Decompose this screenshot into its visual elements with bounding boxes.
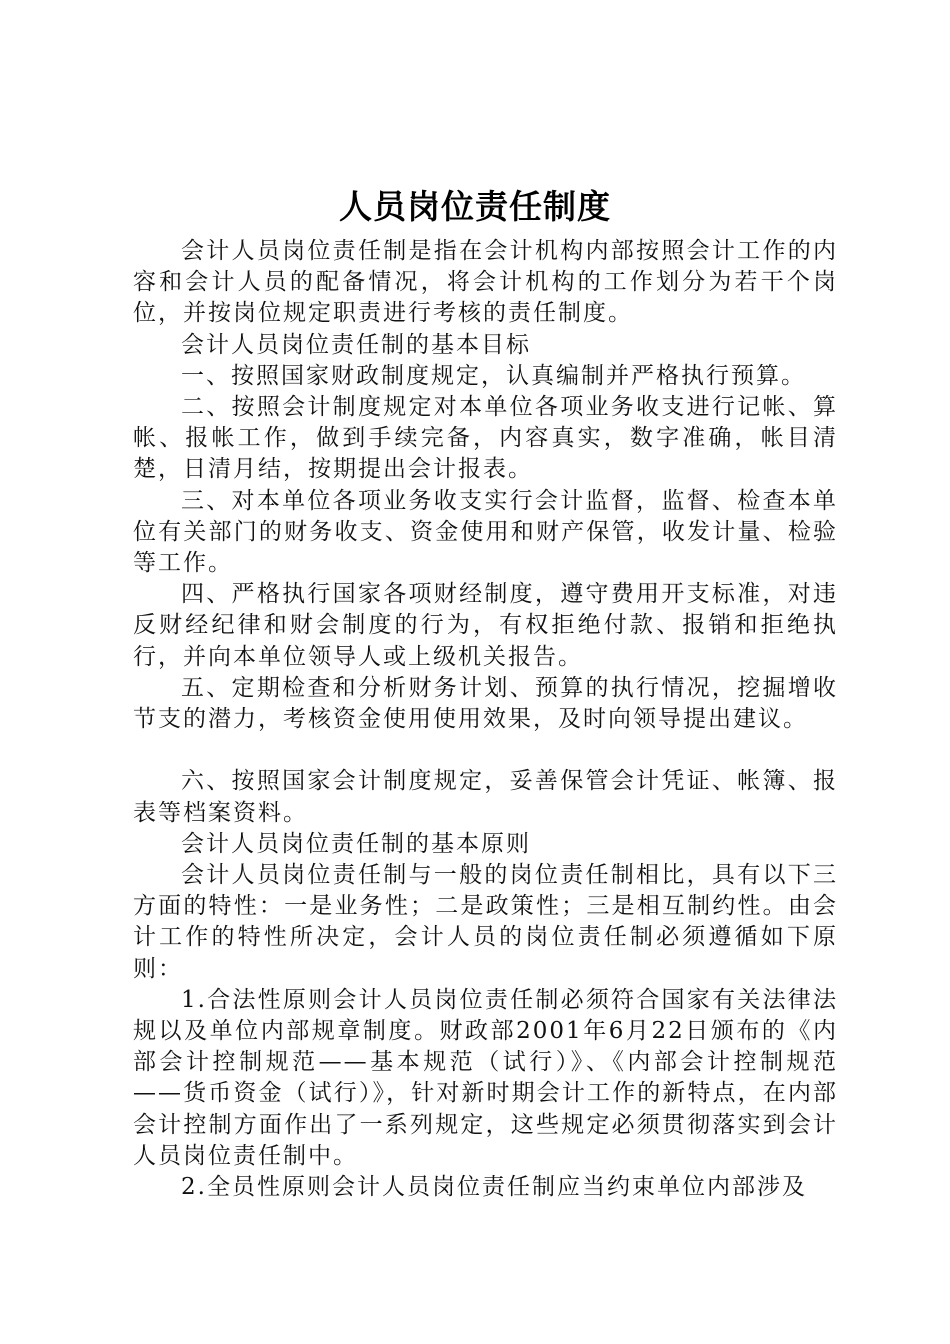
paragraph-principles-intro: 会计人员岗位责任制与一般的岗位责任制相比，具有以下三方面的特性：一是业务性；二是政策性；三是相互制约性。由会计工作的特性所决定，会计人员的岗位责任制必须遵循如下原则： [133, 862, 838, 982]
paragraph-goal-2: 二、按照会计制度规定对本单位各项业务收支进行记帐、算帐、报帐工作，做到手续完备，内容真实，数字准确，帐目清楚，日清月结，按期提出会计报表。 [133, 394, 838, 483]
blank-line [133, 735, 838, 766]
paragraph-goal-1: 一、按照国家财政制度规定，认真编制并严格执行预算。 [181, 362, 806, 389]
paragraph-principles-heading: 会计人员岗位责任制的基本原则 [181, 830, 531, 857]
paragraph-goal-4: 四、严格执行国家各项财经制度，遵守费用开支标准，对违反财经纪律和财会制度的行为，有权拒绝付款、报销和拒绝执行，并向本单位领导人或上级机关报告。 [133, 581, 838, 670]
paragraph-goal-6: 六、按照国家会计制度规定，妥善保管会计凭证、帐簿、报表等档案资料。 [133, 768, 838, 826]
paragraph-goals-heading: 会计人员岗位责任制的基本目标 [181, 331, 531, 358]
paragraph-goal-5: 五、定期检查和分析财务计划、预算的执行情况，挖掘增收节支的潜力，考核资金使用使用效果，及时向领导提出建议。 [133, 674, 838, 733]
paragraph-intro: 会计人员岗位责任制是指在会计机构内部按照会计工作的内容和会计人员的配备情况，将会计机构的工作划分为若干个岗位，并按岗位规定职责进行考核的责任制度。 [133, 238, 838, 327]
paragraph-goal-3: 三、对本单位各项业务收支实行会计监督，监督、检查本单位有关部门的财务收支、资金使用和财产保管，收发计量、检验等工作。 [133, 487, 838, 577]
paragraph-principle-1: 1.合法性原则会计人员岗位责任制必须符合国家有关法律法规以及单位内部规章制度。财政部2001年6月22日颁布的《内部会计控制规范——基本规范（试行）》、《内部会计控制规范——货币资金（试行）》，针对新时期会计工作的新特点，在内部会计控制方面作出了一系列规定，这些规定必须贯彻落实到会计人员岗位责任制中。 [133, 986, 838, 1169]
document-body [133, 236, 838, 1203]
paragraph-principle-2: 2.全员性原则会计人员岗位责任制应当约束单位内部涉及 [181, 1174, 807, 1201]
document-title: 人员岗位责任制度 [339, 187, 611, 226]
